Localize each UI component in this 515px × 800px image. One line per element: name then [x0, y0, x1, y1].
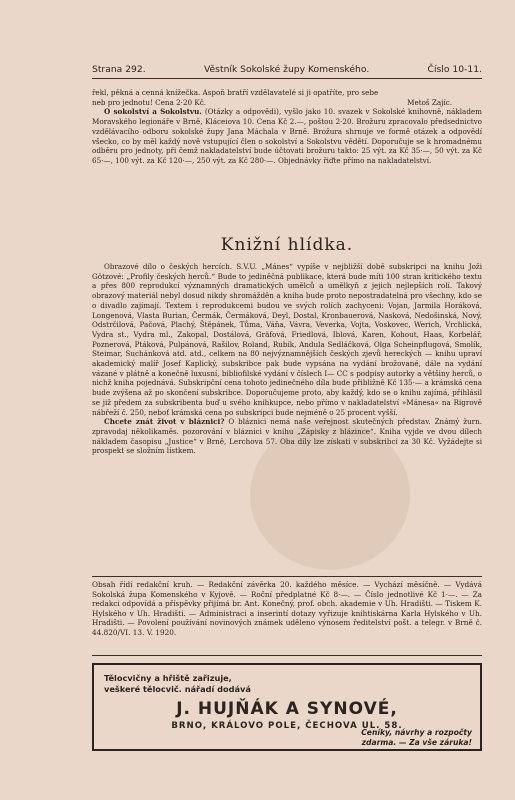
imprint-rule-bottom — [92, 655, 482, 656]
book-section — [92, 262, 482, 456]
author-signature: Metoš Zajíc. — [407, 97, 452, 107]
issue-number: Číslo 10-11. — [427, 64, 482, 75]
continued-line: řekl, pěkná a cenná knížečka. Aspoň bratří vzdělavatelé si ji opatříte, pro sebe — [92, 88, 379, 97]
ad-offer-line1: Ceníky, návrhy a rozpočty — [361, 728, 472, 737]
ad-offer-line2: zdarma. — Za vše záruka! — [361, 738, 472, 747]
imprint: Obsah řídí redakční kruh. — Redakční závěrka 20. každého měsíce. — Vychází měsíčně. — Vydává Sokolská župa Komenského v Kyjově. — Roční předplatné Kč 8·—. — Číslo jednotlivé Kč 1·—. — Za redakci odpovídá a příspěvky přijímá br. Ant. Konečný, prof. obch. akademie v Uh. Hradišti. — Tiskem K. Hylského v Uh. Hradišti. — Administraci a inserintí dotazy vyřizuje knihtiskárna Karla Hylského v Uh. Hradišti. — Povolení používání novinových známek uděleno výnosem ředitelství pošt. a telegr. v Brně č. 44.820/VI. 13. V. 1920. — [92, 580, 482, 637]
imprint-rule — [92, 576, 482, 577]
top-section — [92, 88, 482, 166]
item-title: O sokolství a Sokolstvu. — [104, 107, 202, 117]
journal-title: Věstník Sokolské župy Komenského. — [203, 64, 370, 75]
running-header — [92, 61, 482, 75]
paragraph-text: O bláznici nemá naše veřejnost skutečných představ. Známý žurn. zpravodaj několikaměs. pozorování v bláznici v knihu „Zápisky z blázince“. Kniha vyjde ve dvou dílech nákladem časopisu „Justice“ v Brně, Lerchova 57. Oba díly lze získati v subskribci za 30 Kč. Vyžádejte si prospekt se složním lístkem. — [92, 417, 482, 456]
ad-tagline-line1: Tělocvičny a hřiště zařizuje, — [104, 673, 232, 683]
ad-brand-name: J. HUJŇÁK A SYNOVÉ, — [176, 699, 398, 719]
header-rule — [92, 78, 482, 79]
ad-tagline — [104, 673, 251, 695]
review-item — [92, 107, 482, 165]
price-text: neb pro jednotu! Cena 2·20 Kč. — [92, 97, 207, 107]
signature-line — [92, 98, 482, 108]
ad-tagline-line2: veškeré tělocvič. nářadí dodává — [104, 684, 251, 694]
item-text: (Otázky a odpovědi), vyšlo jako 10. svazek v Sokolské knihovně, nákladem Moravského legionáře v Brně, Kláceiova 10. Cena Kč 2.—, poštou 2·20. Brožuru zpracovalo předsednictvo vzdělávacího odboru sokolské župy Jana Máchala v Brně. Brožura shrnuje ve formě otázek a odpovědí všecko, co by měl každý nově vstupující člen o sokolství a Sokolstvu vědětí. Doporučuje se k hromadnému odběru pro jednoty, při čemž nakladatelství bude účtovati brožuru takto: 25 výt. za Kč 35·—, 50 výt. za Kč 65·—, 100 výt. za Kč 120·—, 250 výt. za Kč 280·—. Objednávky řiďte přímo na nakladatelství. — [92, 107, 483, 165]
page-number: Strana 292. — [92, 64, 146, 75]
book-paragraph: Obrazové dílo o českých hercích. S.V.U. „Mánes“ vypíše v nejbližší době subskripci na knihu Joži Götzové: „Profily českých herců.“ Bude to jediněčná publikace, která bude míti 100 stran kritického textu a přes 800 reprodukcí významných dramatických umělců a umělkyň z jejich nejlepších rolí. Takový obrazový materiál nebyl dosud nikdy shromážděn a kniha bude proto nepostradatelná pro všechny, kdo se o divadlo zajímají. Textem i reprodukcemi budou ve svých rolích zachyceni: Vojan, Jarmila Horáková, Longenová, Vlasta Burian, Čermák, Čermáková, Deyl, Dostal, Kronbauerová, Nasková, Nedošinská, Nový, Odstrčilová, Pačová, Plachý, Štěpánek, Tůma, Váňa, Vávra, Veverka, Vojta, Voskovec, Werich, Vrchlická, Vydra st., Vydra ml., Zakopal, Dostálová, Gräfová, Friedlová, Iblová, Karen, Kohout, Haas, Korbelář, Poznerová, Ptáková, Pulpánová, Rašilov, Roland, Rubík, Andula Sedláčková, Olga Scheinpflugová, Smolík, Steimar, Suchánková atd. atd., celkem na 80 nejvýznamnějších českých zjevů hereckých — knihu upraví akademický malíř Josef Kaplický, subskribce pak bude vypsána na vydání brožované, dále na vydání vázané v plátně a konečně luxusní, bibliofilské vydání v číslech I— CC s podpisy autorky a většiny herců, o nichž kniha pojednává. Subskripční cena tohoto jedinečného díla bude přibližně Kč 135·— a krámská cena bude zvýšena až po skončení subskribce. Doporučujeme proto, aby každý, kdo se o knihu zajímá, přihlásil se již předem za subskribenta buď u svého knihkupce, nebo přímo v nakladatelství »Mánesa« na Rigrově nábřeží č. 250, neboť krámská cena po subskripci bude nejméně o 25 procent vyšší. — [92, 262, 482, 417]
paragraph-title: Chcete znát život v bláznici? — [104, 417, 225, 427]
ad-address: BRNO, KRÁLOVO POLE, ČECHOVA UL. 58. — [171, 721, 403, 731]
book-paragraph-2 — [92, 417, 482, 456]
ad-offer — [361, 728, 472, 748]
section-heading: Knižní hlídka. — [220, 235, 354, 255]
advertisement — [92, 663, 482, 751]
